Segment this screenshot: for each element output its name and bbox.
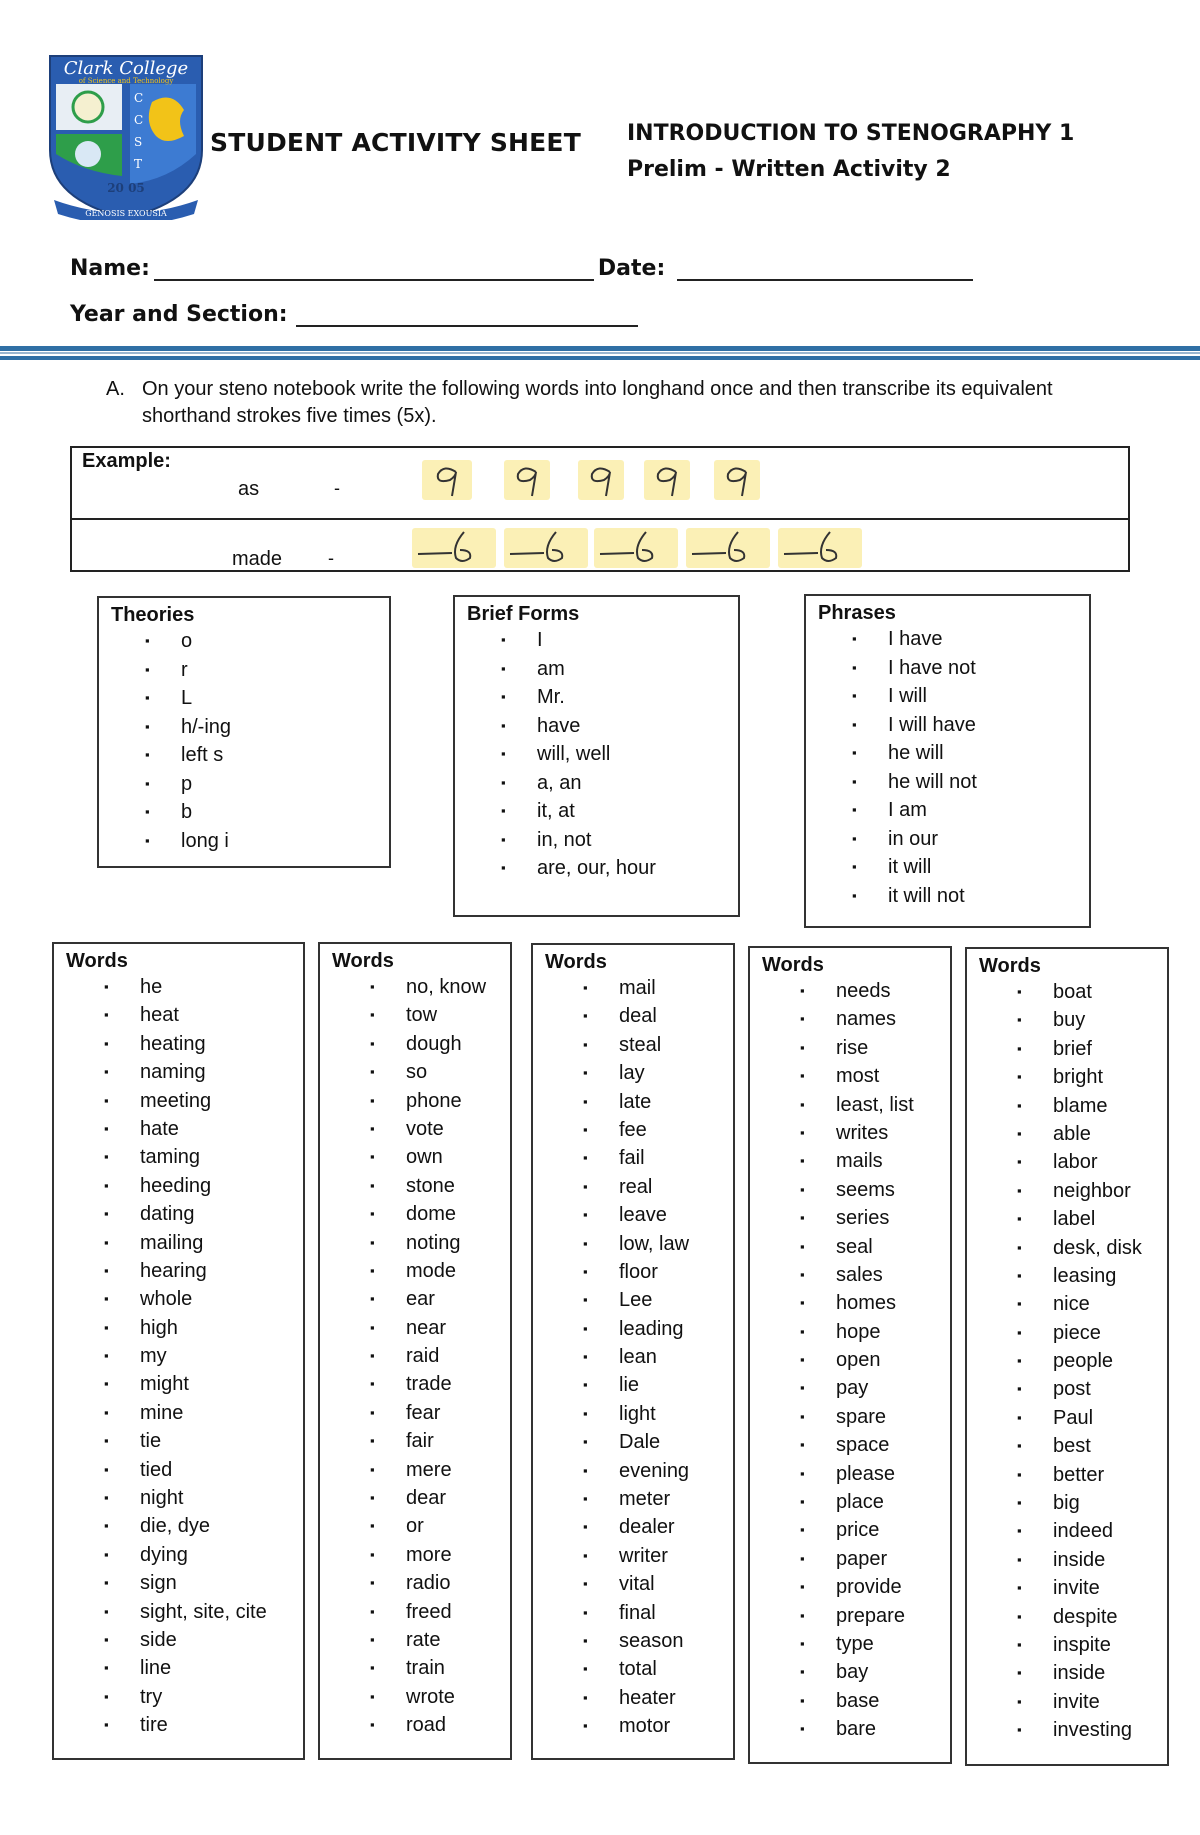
list-item: ▪ tire bbox=[54, 1711, 303, 1739]
list-item: ▪ dealer bbox=[533, 1513, 733, 1541]
list-item: ▪ place bbox=[750, 1488, 950, 1516]
list-item: ▪ writes bbox=[750, 1119, 950, 1147]
list-item: ▪ naming bbox=[54, 1058, 303, 1086]
list-item: ▪ investing bbox=[967, 1716, 1167, 1744]
list-item: ▪ post bbox=[967, 1375, 1167, 1403]
words-list bbox=[533, 974, 733, 1741]
words-column-3 bbox=[531, 943, 735, 1760]
words-list bbox=[967, 978, 1167, 1745]
date-field[interactable] bbox=[677, 257, 973, 281]
date-label: Date: bbox=[597, 256, 666, 281]
list-item: ▪ no, know bbox=[320, 973, 510, 1001]
shorthand-stroke-as bbox=[504, 460, 550, 500]
brief-forms-list bbox=[455, 626, 738, 883]
list-item: ▪ a, an bbox=[455, 769, 738, 798]
words-column-5 bbox=[965, 947, 1169, 1766]
list-item: ▪ open bbox=[750, 1346, 950, 1374]
list-item: ▪ he will bbox=[806, 739, 1089, 768]
list-item: ▪ dough bbox=[320, 1030, 510, 1058]
list-item: ▪ long i bbox=[99, 827, 389, 856]
list-item: ▪ please bbox=[750, 1460, 950, 1488]
list-item: ▪ raid bbox=[320, 1342, 510, 1370]
example-dash: - bbox=[328, 548, 334, 568]
theories-title: Theories bbox=[111, 604, 195, 626]
list-item: ▪ hate bbox=[54, 1115, 303, 1143]
name-field[interactable] bbox=[154, 257, 594, 281]
list-item: ▪ mailing bbox=[54, 1229, 303, 1257]
words-column-1 bbox=[52, 942, 305, 1760]
list-item: ▪ near bbox=[320, 1314, 510, 1342]
list-item: ▪ road bbox=[320, 1711, 510, 1739]
year-section-row bbox=[70, 302, 642, 327]
list-item: ▪ real bbox=[533, 1173, 733, 1201]
list-item: ▪ it will bbox=[806, 853, 1089, 882]
list-item: ▪ piece bbox=[967, 1319, 1167, 1347]
list-item: ▪ neighbor bbox=[967, 1177, 1167, 1205]
list-item: ▪ r bbox=[99, 656, 389, 685]
list-item: ▪ seems bbox=[750, 1176, 950, 1204]
list-item: ▪ noting bbox=[320, 1229, 510, 1257]
list-item: ▪ lay bbox=[533, 1059, 733, 1087]
list-item: ▪ heater bbox=[533, 1684, 733, 1712]
list-item: ▪ tow bbox=[320, 1001, 510, 1029]
list-item: ▪ fee bbox=[533, 1116, 733, 1144]
list-item: ▪ mine bbox=[54, 1399, 303, 1427]
shorthand-stroke-as bbox=[714, 460, 760, 500]
list-item: ▪ die, dye bbox=[54, 1512, 303, 1540]
list-item: ▪ bright bbox=[967, 1063, 1167, 1091]
list-item: ▪ final bbox=[533, 1599, 733, 1627]
list-item: ▪ dying bbox=[54, 1541, 303, 1569]
list-item: ▪ Dale bbox=[533, 1428, 733, 1456]
phrases-title: Phrases bbox=[818, 602, 896, 624]
list-item: ▪ sign bbox=[54, 1569, 303, 1597]
name-label: Name: bbox=[70, 256, 150, 281]
list-item: ▪ season bbox=[533, 1627, 733, 1655]
words-list bbox=[750, 977, 950, 1744]
list-item: ▪ am bbox=[455, 655, 738, 684]
activity-title: Prelim - Written Activity 2 bbox=[627, 157, 951, 182]
list-item: ▪ leave bbox=[533, 1201, 733, 1229]
list-item: ▪ p bbox=[99, 770, 389, 799]
example-box bbox=[70, 446, 1130, 572]
list-item: ▪ dear bbox=[320, 1484, 510, 1512]
list-item: ▪ evening bbox=[533, 1457, 733, 1485]
list-item: ▪ wrote bbox=[320, 1683, 510, 1711]
list-item: ▪ mere bbox=[320, 1456, 510, 1484]
list-item: ▪ inside bbox=[967, 1659, 1167, 1687]
list-item: ▪ seal bbox=[750, 1233, 950, 1261]
list-item: ▪ heating bbox=[54, 1030, 303, 1058]
list-item: ▪ better bbox=[967, 1461, 1167, 1489]
logo-letter: C bbox=[134, 91, 144, 105]
list-item: ▪ hearing bbox=[54, 1257, 303, 1285]
words-title: Words bbox=[66, 950, 128, 972]
list-item: ▪ h/-ing bbox=[99, 713, 389, 742]
list-item: ▪ phone bbox=[320, 1087, 510, 1115]
shorthand-stroke-made bbox=[778, 528, 862, 568]
list-item: ▪ train bbox=[320, 1654, 510, 1682]
list-item: ▪ in, not bbox=[455, 826, 738, 855]
list-item: ▪ fail bbox=[533, 1144, 733, 1172]
list-item: ▪ will, well bbox=[455, 740, 738, 769]
shorthand-stroke-as bbox=[578, 460, 624, 500]
year-section-label: Year and Section: bbox=[70, 302, 288, 327]
words-list bbox=[320, 973, 510, 1740]
list-item: ▪ boat bbox=[967, 978, 1167, 1006]
list-item: ▪ late bbox=[533, 1088, 733, 1116]
list-item: ▪ blame bbox=[967, 1092, 1167, 1120]
brief-forms-box bbox=[453, 595, 740, 917]
list-item: ▪ bay bbox=[750, 1658, 950, 1686]
list-item: ▪ L bbox=[99, 684, 389, 713]
list-item: ▪ lie bbox=[533, 1371, 733, 1399]
list-item: ▪ nice bbox=[967, 1290, 1167, 1318]
example-word: made bbox=[232, 548, 283, 570]
list-item: ▪ provide bbox=[750, 1573, 950, 1601]
words-title: Words bbox=[979, 955, 1041, 977]
list-item: ▪ ear bbox=[320, 1285, 510, 1313]
list-item: ▪ needs bbox=[750, 977, 950, 1005]
name-date-row bbox=[70, 256, 977, 281]
list-item: ▪ homes bbox=[750, 1289, 950, 1317]
list-item: ▪ I am bbox=[806, 796, 1089, 825]
list-item: ▪ have bbox=[455, 712, 738, 741]
list-item: ▪ Paul bbox=[967, 1404, 1167, 1432]
theories-list bbox=[99, 627, 389, 855]
list-item: ▪ mails bbox=[750, 1147, 950, 1175]
list-item: ▪ sight, site, cite bbox=[54, 1598, 303, 1626]
instruction-text: On your steno notebook write the following words into longhand once and then transcribe its equivalent shorthand strokes five times (5x). bbox=[142, 378, 1053, 427]
list-item: ▪ he bbox=[54, 973, 303, 1001]
logo-letter: T bbox=[134, 157, 143, 171]
list-item: ▪ price bbox=[750, 1516, 950, 1544]
instruction-letter: A. bbox=[106, 378, 125, 400]
list-item: ▪ bare bbox=[750, 1715, 950, 1743]
list-item: ▪ names bbox=[750, 1005, 950, 1033]
words-column-2 bbox=[318, 942, 512, 1760]
list-item: ▪ paper bbox=[750, 1545, 950, 1573]
list-item: ▪ buy bbox=[967, 1006, 1167, 1034]
list-item: ▪ label bbox=[967, 1205, 1167, 1233]
list-item: ▪ spare bbox=[750, 1403, 950, 1431]
list-item: ▪ Mr. bbox=[455, 683, 738, 712]
list-item: ▪ he will not bbox=[806, 768, 1089, 797]
list-item: ▪ high bbox=[54, 1314, 303, 1342]
list-item: ▪ might bbox=[54, 1370, 303, 1398]
year-section-field[interactable] bbox=[296, 303, 638, 327]
logo-motto: GENOSIS EXOUSIA bbox=[85, 209, 167, 218]
words-list bbox=[54, 973, 303, 1740]
list-item: ▪ my bbox=[54, 1342, 303, 1370]
shorthand-stroke-as bbox=[422, 460, 472, 500]
list-item: ▪ trade bbox=[320, 1370, 510, 1398]
list-item: ▪ mail bbox=[533, 974, 733, 1002]
list-item: ▪ hope bbox=[750, 1318, 950, 1346]
list-item: ▪ rate bbox=[320, 1626, 510, 1654]
list-item: ▪ leasing bbox=[967, 1262, 1167, 1290]
list-item: ▪ heeding bbox=[54, 1172, 303, 1200]
list-item: ▪ meter bbox=[533, 1485, 733, 1513]
list-item: ▪ dome bbox=[320, 1200, 510, 1228]
list-item: ▪ inside bbox=[967, 1546, 1167, 1574]
college-logo bbox=[44, 50, 208, 220]
list-item: ▪ own bbox=[320, 1143, 510, 1171]
list-item: ▪ fair bbox=[320, 1427, 510, 1455]
list-item: ▪ I have not bbox=[806, 654, 1089, 683]
list-item: ▪ it will not bbox=[806, 882, 1089, 911]
theories-box bbox=[97, 596, 391, 868]
list-item: ▪ tie bbox=[54, 1427, 303, 1455]
list-item: ▪ invite bbox=[967, 1574, 1167, 1602]
list-item: ▪ big bbox=[967, 1489, 1167, 1517]
list-item: ▪ deal bbox=[533, 1002, 733, 1030]
list-item: ▪ or bbox=[320, 1512, 510, 1540]
list-item: ▪ leading bbox=[533, 1315, 733, 1343]
list-item: ▪ I will bbox=[806, 682, 1089, 711]
list-item: ▪ fear bbox=[320, 1399, 510, 1427]
list-item: ▪ o bbox=[99, 627, 389, 656]
words-column-4 bbox=[748, 946, 952, 1764]
header-rule-bottom bbox=[0, 356, 1200, 360]
course-title: INTRODUCTION TO STENOGRAPHY 1 bbox=[627, 121, 1075, 146]
list-item: ▪ whole bbox=[54, 1285, 303, 1313]
list-item: ▪ dating bbox=[54, 1200, 303, 1228]
list-item: ▪ line bbox=[54, 1654, 303, 1682]
list-item: ▪ series bbox=[750, 1204, 950, 1232]
list-item: ▪ b bbox=[99, 798, 389, 827]
list-item: ▪ space bbox=[750, 1431, 950, 1459]
list-item: ▪ steal bbox=[533, 1031, 733, 1059]
list-item: ▪ left s bbox=[99, 741, 389, 770]
list-item: ▪ best bbox=[967, 1432, 1167, 1460]
list-item: ▪ I bbox=[455, 626, 738, 655]
list-item: ▪ it, at bbox=[455, 797, 738, 826]
shorthand-stroke-made bbox=[594, 528, 678, 568]
list-item: ▪ side bbox=[54, 1626, 303, 1654]
logo-name-text: Clark College bbox=[63, 58, 189, 79]
list-item: ▪ rise bbox=[750, 1034, 950, 1062]
list-item: ▪ more bbox=[320, 1541, 510, 1569]
header-rule-thin bbox=[0, 352, 1200, 354]
list-item: ▪ in our bbox=[806, 825, 1089, 854]
list-item: ▪ vital bbox=[533, 1570, 733, 1598]
logo-letter: C bbox=[134, 113, 144, 127]
words-title: Words bbox=[545, 951, 607, 973]
example-divider bbox=[72, 518, 1128, 520]
list-item: ▪ invite bbox=[967, 1688, 1167, 1716]
phrases-box bbox=[804, 594, 1091, 928]
shorthand-stroke-made bbox=[686, 528, 770, 568]
list-item: ▪ freed bbox=[320, 1598, 510, 1626]
list-item: ▪ motor bbox=[533, 1712, 733, 1740]
words-title: Words bbox=[762, 954, 824, 976]
shorthand-stroke-made bbox=[504, 528, 588, 568]
list-item: ▪ night bbox=[54, 1484, 303, 1512]
logo-letter: S bbox=[134, 135, 143, 149]
list-item: ▪ desk, disk bbox=[967, 1234, 1167, 1262]
list-item: ▪ taming bbox=[54, 1143, 303, 1171]
shorthand-stroke-as bbox=[644, 460, 690, 500]
list-item: ▪ vote bbox=[320, 1115, 510, 1143]
list-item: ▪ base bbox=[750, 1687, 950, 1715]
list-item: ▪ floor bbox=[533, 1258, 733, 1286]
list-item: ▪ radio bbox=[320, 1569, 510, 1597]
example-dash: - bbox=[334, 478, 340, 498]
list-item: ▪ pay bbox=[750, 1374, 950, 1402]
list-item: ▪ try bbox=[54, 1683, 303, 1711]
brief-forms-title: Brief Forms bbox=[467, 603, 580, 625]
header-rule bbox=[0, 346, 1200, 351]
list-item: ▪ most bbox=[750, 1062, 950, 1090]
list-item: ▪ tied bbox=[54, 1456, 303, 1484]
shorthand-stroke-made bbox=[412, 528, 496, 568]
words-title: Words bbox=[332, 950, 394, 972]
list-item: ▪ are, our, hour bbox=[455, 854, 738, 883]
example-label: Example: bbox=[82, 450, 171, 472]
list-item: ▪ Lee bbox=[533, 1286, 733, 1314]
list-item: ▪ least, list bbox=[750, 1091, 950, 1119]
list-item: ▪ labor bbox=[967, 1148, 1167, 1176]
list-item: ▪ stone bbox=[320, 1172, 510, 1200]
list-item: ▪ so bbox=[320, 1058, 510, 1086]
logo-year: 20 05 bbox=[107, 181, 145, 195]
sheet-title: STUDENT ACTIVITY SHEET bbox=[210, 128, 581, 157]
list-item: ▪ meeting bbox=[54, 1087, 303, 1115]
list-item: ▪ lean bbox=[533, 1343, 733, 1371]
list-item: ▪ I will have bbox=[806, 711, 1089, 740]
list-item: ▪ people bbox=[967, 1347, 1167, 1375]
list-item: ▪ able bbox=[967, 1120, 1167, 1148]
list-item: ▪ mode bbox=[320, 1257, 510, 1285]
list-item: ▪ despite bbox=[967, 1603, 1167, 1631]
phrases-list bbox=[806, 625, 1089, 910]
list-item: ▪ sales bbox=[750, 1261, 950, 1289]
list-item: ▪ light bbox=[533, 1400, 733, 1428]
list-item: ▪ low, law bbox=[533, 1230, 733, 1258]
list-item: ▪ total bbox=[533, 1655, 733, 1683]
example-word: as bbox=[238, 478, 260, 500]
list-item: ▪ brief bbox=[967, 1035, 1167, 1063]
list-item: ▪ indeed bbox=[967, 1517, 1167, 1545]
list-item: ▪ writer bbox=[533, 1542, 733, 1570]
list-item: ▪ prepare bbox=[750, 1602, 950, 1630]
instruction bbox=[106, 376, 1136, 430]
list-item: ▪ I have bbox=[806, 625, 1089, 654]
logo-sub-text: of Science and Technology bbox=[78, 77, 174, 85]
list-item: ▪ type bbox=[750, 1630, 950, 1658]
list-item: ▪ inspite bbox=[967, 1631, 1167, 1659]
list-item: ▪ heat bbox=[54, 1001, 303, 1029]
